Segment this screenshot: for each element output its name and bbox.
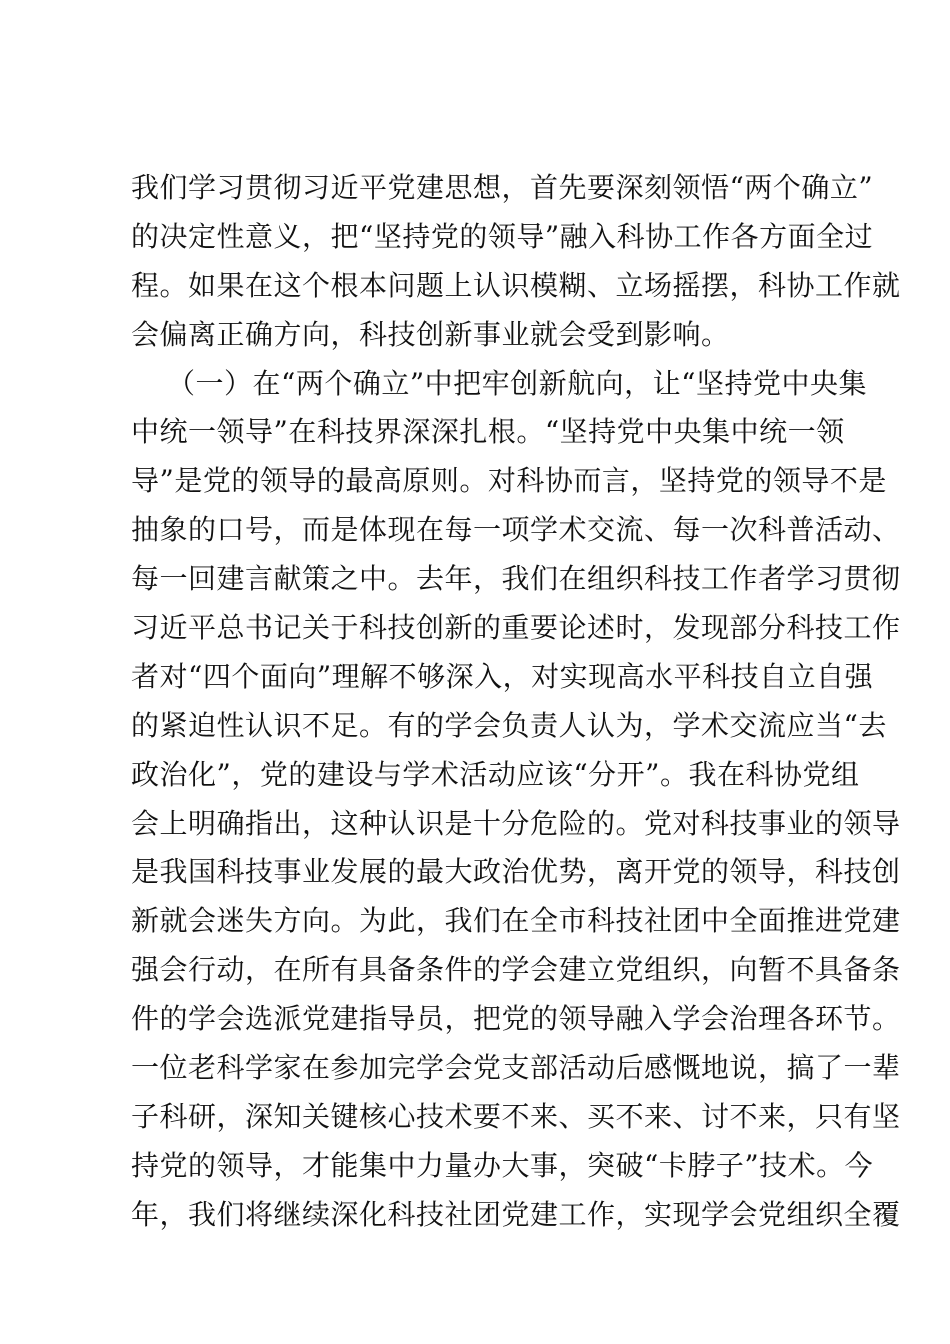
text-line: 每一回建言献策之中。去年，我们在组织科技工作者学习贯彻 [131,562,901,596]
text-line: 中统一领导”在科技界深深扎根。“坚持党中央集中统一领 [131,415,845,449]
section-heading-line: （一）在“两个确立”中把牢创新航向，让“坚持党中央集 [167,366,867,400]
text-line: 者对“四个面向”理解不够深入，对实现高水平科技自立自强 [131,659,874,693]
text-line: 子科研，深知关键核心技术要不来、买不来、讨不来，只有坚 [131,1099,901,1133]
text-line: 程。如果在这个根本问题上认识模糊、立场摇摆，科协工作就 [131,268,901,302]
text-line: 一位老科学家在参加完学会党支部活动后感慨地说，搞了一辈 [131,1051,901,1085]
text-line: 抽象的口号，而是体现在每一项学术交流、每一次科普活动、 [131,513,901,547]
text-line: 年，我们将继续深化科技社团党建工作，实现学会党组织全覆 [131,1197,901,1231]
text-line: 强会行动，在所有具备条件的学会建立党组织，向暂不具备条 [131,953,901,987]
text-line: 新就会迷失方向。为此，我们在全市科技社团中全面推进党建 [131,904,901,938]
document-body [131,164,901,1240]
text-line: 持党的领导，才能集中力量办大事，突破“卡脖子”技术。今 [131,1148,874,1182]
text-line: 我们学习贯彻习近平党建思想，首先要深刻领悟“两个确立” [131,171,874,204]
text-line: 会上明确指出，这种认识是十分危险的。党对科技事业的领导 [131,806,901,840]
text-line: 习近平总书记关于科技创新的重要论述时，发现部分科技工作 [131,611,901,645]
text-line: 政治化”，党的建设与学术活动应该“分开”。我在科协党组 [131,757,860,791]
text-line: 件的学会选派党建指导员，把党的领导融入学会治理各环节。 [131,1002,901,1036]
text-line: 的决定性意义，把“坚持党的领导”融入科协工作各方面全过 [131,219,874,253]
text-line: 会偏离正确方向，科技创新事业就会受到影响。 [131,317,730,351]
text-line: 导”是党的领导的最高原则。对科协而言，坚持党的领导不是 [131,464,887,498]
text-line: 的紧迫性认识不足。有的学会负责人认为，学术交流应当“去 [131,708,887,742]
text-line: 是我国科技事业发展的最大政治优势，离开党的领导，科技创 [131,855,901,889]
